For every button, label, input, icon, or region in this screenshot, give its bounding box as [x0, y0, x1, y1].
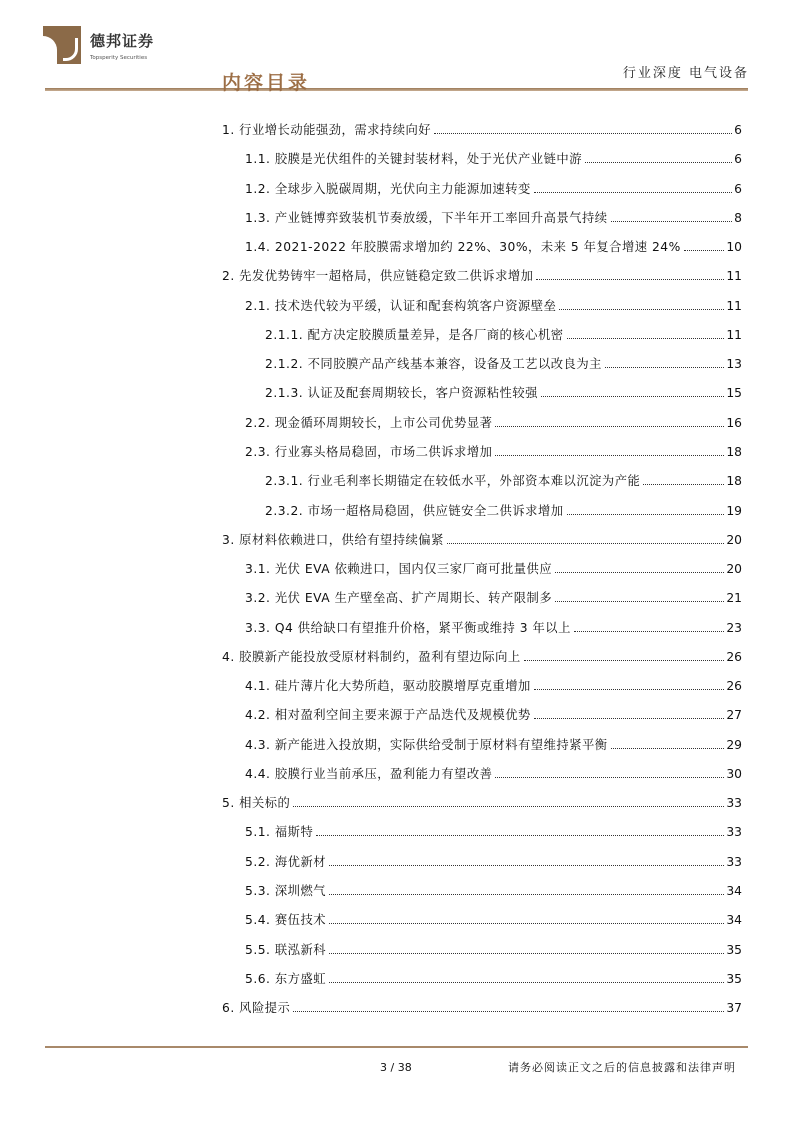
toc-entry[interactable] [222, 528, 742, 548]
toc-entry-label: 4. 胶膜新产能投放受原材料制约，盈利有望边际向上 [222, 649, 521, 664]
toc-entry-label: 1. 行业增长动能强劲，需求持续向好 [222, 123, 432, 137]
toc-entry-label: 6. 风险提示 [222, 1001, 291, 1016]
toc-entry-page: 33 [726, 825, 742, 840]
toc-entry-label: 5.2. 海优新材 [245, 854, 327, 869]
toc-entry-label: 1.1. 胶膜是光伏组件的关键封装材料，处于光伏产业链中游 [245, 152, 582, 167]
toc-entry-page: 8 [734, 210, 742, 225]
toc-entry-label: 5.1. 福斯特 [245, 825, 314, 840]
toc-entry-label: 3.3. Q4 供给缺口有望推升价格，紧平衡或维持 3 年以上 [245, 620, 571, 635]
toc-entry[interactable] [245, 440, 742, 460]
toc-entry-page: 10 [726, 240, 742, 255]
toc-entry[interactable] [245, 206, 742, 226]
toc-leader-dots [329, 953, 724, 954]
toc-leader-dots [559, 309, 724, 310]
toc-entry-label: 1.3. 产业链博弈致装机节奏放缓，下半年开工率回升高景气持续 [245, 210, 608, 225]
toc-entry[interactable] [265, 499, 742, 519]
toc-leader-dots [329, 865, 724, 866]
page-number: 3 / 38 [380, 1061, 412, 1074]
toc-leader-dots [611, 221, 733, 222]
toc-entry[interactable] [265, 352, 742, 372]
toc-entry-label: 2. 先发优势铸牢一超格局，供应链稳定致二供诉求增加 [222, 269, 534, 284]
toc-entry-label: 4.1. 硅片薄片化大势所趋，驱动胶膜增厚克重增加 [245, 679, 531, 694]
toc-leader-dots [534, 689, 725, 690]
footer-divider [45, 1046, 748, 1048]
toc-entry[interactable] [222, 996, 742, 1016]
toc-entry-label: 4.3. 新产能进入投放期，实际供给受制于原材料有望维持紧平衡 [245, 737, 608, 752]
toc-leader-dots [495, 777, 724, 778]
toc-leader-dots [293, 806, 724, 807]
toc-entry-page: 6 [734, 152, 742, 167]
toc-entry[interactable] [245, 147, 742, 167]
toc-entry-label: 1.4. 2021-2022 年胶膜需求增加约 22%、30%，未来 5 年复合增速 24% [245, 240, 681, 255]
toc-leader-dots [329, 982, 724, 983]
toc-leader-dots [536, 279, 724, 280]
toc-entry[interactable] [222, 118, 742, 138]
toc-entry-page: 34 [726, 913, 742, 928]
toc-entry-label: 5. 相关标的 [222, 796, 291, 811]
toc-entry-page: 30 [726, 766, 742, 781]
toc-entry-page: 13 [726, 357, 742, 372]
toc-entry-page: 11 [726, 269, 742, 284]
toc-leader-dots [567, 514, 725, 515]
toc-leader-dots [329, 923, 724, 924]
toc-entry-label: 3.2. 光伏 EVA 生产壁垒高、扩产周期长、转产限制多 [245, 591, 553, 606]
toc-entry-page: 18 [726, 444, 742, 459]
toc-entry-page: 33 [726, 796, 742, 811]
toc-entry-page: 26 [726, 649, 742, 664]
toc-entry[interactable] [245, 294, 742, 314]
toc-entry[interactable] [265, 469, 742, 489]
toc-entry[interactable] [245, 850, 742, 870]
toc-leader-dots [434, 133, 732, 134]
toc-entry-page: 19 [726, 503, 742, 518]
toc-entry[interactable] [245, 908, 742, 928]
toc-leader-dots [585, 162, 732, 163]
toc-entry[interactable] [245, 820, 742, 840]
toc-leader-dots [605, 367, 724, 368]
toc-entry[interactable] [222, 264, 742, 284]
toc-entry[interactable] [222, 645, 742, 665]
toc-entry-label: 3.1. 光伏 EVA 依赖进口，国内仅三家厂商可批量供应 [245, 562, 553, 577]
toc-leader-dots [447, 543, 724, 544]
toc-entry[interactable] [245, 177, 742, 197]
toc-entry-label: 2.1.1. 配方决定胶膜质量差异，是各厂商的核心机密 [265, 327, 564, 342]
toc-entry[interactable] [245, 879, 742, 899]
toc-entry-page: 35 [726, 971, 742, 986]
toc-entry-label: 2.1. 技术迭代较为平缓，认证和配套构筑客户资源壁垒 [245, 298, 557, 313]
toc-entry[interactable] [245, 586, 742, 606]
toc-entry[interactable] [245, 235, 742, 255]
toc-leader-dots [574, 631, 724, 632]
toc-entry-page: 21 [726, 591, 742, 606]
toc-leader-dots [534, 192, 732, 193]
toc-entry-label: 2.3.1. 行业毛利率长期锚定在较低水平，外部资本难以沉淀为产能 [265, 474, 641, 489]
toc-entry-page: 6 [734, 123, 742, 137]
footer-disclaimer: 请务必阅读正文之后的信息披露和法律声明 [508, 1061, 736, 1074]
toc-entry[interactable] [245, 938, 742, 958]
toc-title: 内容目录 [222, 72, 311, 94]
toc-entry-page: 37 [726, 1001, 742, 1016]
toc-leader-dots [643, 484, 724, 485]
toc-leader-dots [555, 572, 724, 573]
toc-entry[interactable] [245, 674, 742, 694]
toc-entry-page: 35 [726, 942, 742, 957]
brand-name: 德邦证券 [90, 32, 155, 50]
toc-entry-label: 2.3.2. 市场一超格局稳固，供应链安全二供诉求增加 [265, 503, 564, 518]
toc-entry-label: 3. 原材料依赖进口，供给有望持续偏紧 [222, 532, 444, 547]
toc-entry-label: 5.4. 赛伍技术 [245, 913, 327, 928]
toc-leader-dots [495, 426, 724, 427]
toc-leader-dots [316, 835, 724, 836]
header-divider [45, 88, 748, 91]
toc-leader-dots [329, 894, 724, 895]
brand-name-en: Topsperity Securities [90, 55, 148, 61]
toc-entry-page: 34 [726, 884, 742, 899]
toc-entry[interactable] [245, 616, 742, 636]
toc-entry-page: 29 [726, 737, 742, 752]
toc-entry[interactable] [245, 967, 742, 987]
toc-entry-label: 2.1.2. 不同胶膜产品产线基本兼容，设备及工艺以改良为主 [265, 357, 602, 372]
toc-leader-dots [611, 748, 725, 749]
toc-entry-label: 5.3. 深圳燃气 [245, 884, 327, 899]
toc-entry[interactable] [265, 381, 742, 401]
toc-entry-page: 15 [726, 386, 742, 401]
toc-entry-label: 5.5. 联泓新科 [245, 942, 327, 957]
toc-leader-dots [555, 601, 724, 602]
toc-leader-dots [524, 660, 725, 661]
toc-entry[interactable] [222, 791, 742, 811]
toc-entry-page: 23 [726, 620, 742, 635]
toc-leader-dots [495, 455, 724, 456]
toc-entry[interactable] [245, 703, 742, 723]
toc-entry-label: 2.1.3. 认证及配套周期较长，客户资源粘性较强 [265, 386, 538, 401]
toc-entry-page: 16 [726, 415, 742, 430]
toc-entry[interactable] [245, 733, 742, 753]
toc-entry-label: 2.3. 行业寡头格局稳固，市场二供诉求增加 [245, 444, 493, 459]
toc-entry[interactable] [245, 762, 742, 782]
toc-leader-dots [293, 1011, 724, 1012]
toc-entry-page: 18 [726, 474, 742, 489]
toc-leader-dots [541, 396, 724, 397]
toc-entry-page: 20 [726, 562, 742, 577]
toc-entry-page: 20 [726, 532, 742, 547]
toc-leader-dots [684, 250, 725, 251]
toc-entry-label: 2.2. 现金循环周期较长，上市公司优势显著 [245, 415, 493, 430]
toc-entry-page: 33 [726, 854, 742, 869]
toc-entry-page: 11 [726, 327, 742, 342]
toc-entry-page: 11 [726, 298, 742, 313]
toc-entry-page: 27 [726, 708, 742, 723]
toc-entry[interactable] [245, 557, 742, 577]
company-logo [43, 26, 81, 64]
toc-entry-page: 6 [734, 181, 742, 196]
toc-entry-label: 5.6. 东方盛虹 [245, 971, 327, 986]
toc-entry-page: 26 [726, 679, 742, 694]
toc-leader-dots [534, 718, 725, 719]
toc-entry[interactable] [245, 411, 742, 431]
report-category: 行业深度 电气设备 [622, 66, 749, 81]
toc-entry[interactable] [265, 323, 742, 343]
toc-entry-label: 4.2. 相对盈利空间主要来源于产品迭代及规模优势 [245, 708, 531, 723]
toc-entry-label: 4.4. 胶膜行业当前承压，盈利能力有望改善 [245, 766, 493, 781]
toc-entry-label: 1.2. 全球步入脱碳周期，光伏向主力能源加速转变 [245, 181, 531, 196]
toc-leader-dots [567, 338, 725, 339]
